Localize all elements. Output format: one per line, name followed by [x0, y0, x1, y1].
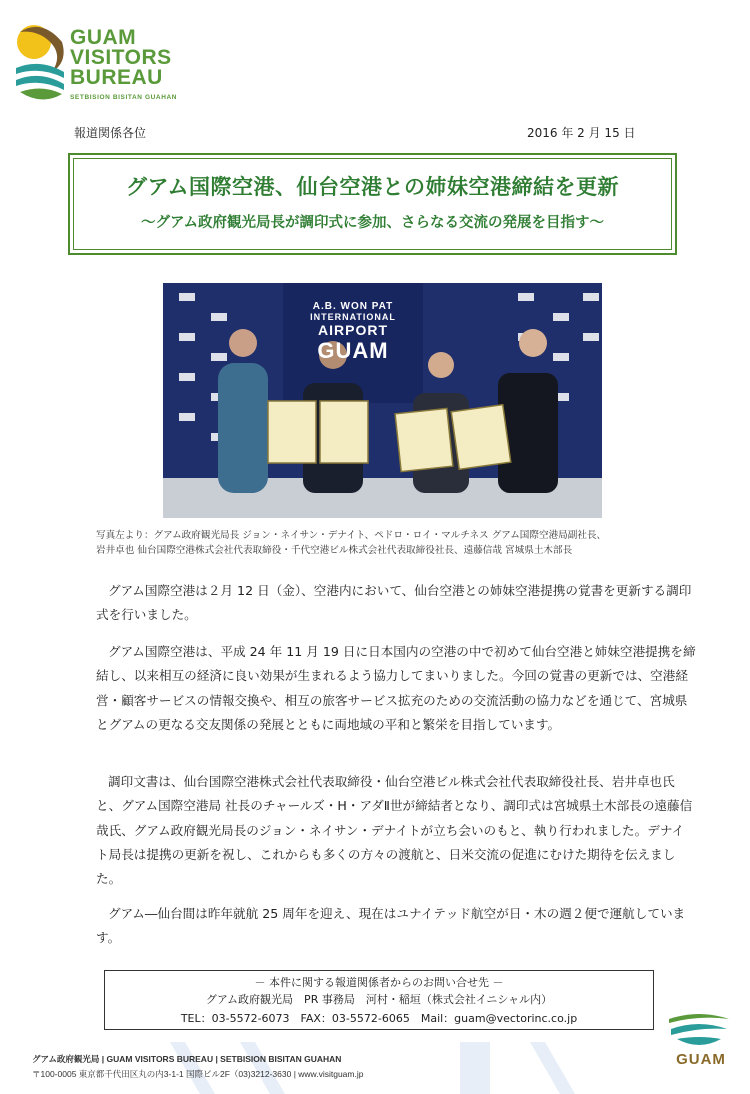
release-date: 2016 年 2 月 15 日: [527, 126, 636, 140]
gvb-logo-mark-icon: [12, 22, 72, 106]
logo-wordmark: GUAM VISITORS BUREAU: [70, 26, 172, 89]
guam-footer-logo: [663, 1005, 735, 1075]
photo-banner-text: A.B. WON PAT INTERNATIONAL AIRPORT GUAM: [310, 301, 396, 363]
footer-address-line: 〒100-0005 東京都千代田区丸の内3-1-1 国際ビル2F（03)3212-3630 | www.visitguam.jp: [32, 1069, 364, 1079]
title-box: [68, 153, 677, 255]
guam-wave-icon: [663, 1005, 735, 1055]
subheadline: ～グアム政府観光局長が調印式に参加、さらなる交流の発展を目指す～: [141, 215, 604, 231]
contact-details: TEL：03-5572-6073 FAX：03-5572-6065 Mail：guam@vectorinc.co.jp: [180, 1012, 578, 1025]
guam-footer-logo-text: GUAM: [676, 1051, 726, 1068]
body-paragraph-1: グアム国際空港は２月 12 日（金）、空港内において、仙台空港との姉妹空港提携の覚書を更新する調印式を行いました。: [96, 583, 692, 623]
contact-heading: － 本件に関する報道関係者からのお問い合せ先 －: [254, 976, 504, 989]
signing-ceremony-photo: [163, 283, 602, 518]
recipient-label: 報道関係各位: [74, 126, 147, 140]
body-paragraph-2: グアム国際空港は、平成 24 年 11 月 19 日に日本国内の空港の中で初めて仙台空港と姉妹空港提携を締結し、以来相互の経済に良い効果が生まれるよう協力してまいりました。今回の覚書の更新では、空港経営・顧客サービスの情報交換や、相互の旅客サービス拡充のための交流活動の協力などを通じて、宮城県とグアムの更なる交友関係の発展とともに両地域の平和と繁栄を目指しています。: [96, 644, 696, 732]
gvb-logo: [12, 22, 202, 106]
body-paragraph-4: グアム―仙台間は昨年就航 25 周年を迎え、現在はユナイテッド航空が日・木の週２便で運航しています。: [96, 906, 686, 946]
footer-org-line: グアム政府観光局 | GUAM VISITORS BUREAU | SETBISION BISITAN GUAHAN: [32, 1054, 342, 1064]
contact-org: グアム政府観光局 PR 事務局 河村・稲垣（株式会社イニシャル内）: [205, 993, 553, 1006]
logo-tagline: SETBISION BISITAN GUAHAN: [70, 94, 178, 101]
headline: グアム国際空港、仙台空港との姉妹空港締結を更新: [125, 175, 620, 199]
photo-caption: 写真左より：グアム政府観光局長 ジョン・ネイサン・デナイト、ペドロ・ロイ・マルチネス グアム国際空港局副社長、 岩井卓也 仙台国際空港株式会社代表取締役・千代空港ビル株式会社代表取締役社長、遠藤信哉 宮城県土木部長: [96, 530, 607, 556]
body-paragraph-3: 調印文書は、仙台国際空港株式会社代表取締役・仙台空港ビル株式会社代表取締役社長、岩井卓也氏と、グアム国際空港局 社長のチャールズ・H・アダⅡ世が締結者となり、調印式は宮城県土木部長の遠藤信哉氏、グアム政府観光局長のジョン・ネイサン・デナイトが立ち会いのもと、執り行われました。デナイト局長は提携の更新を祝し、これからも多くの方々の渡航と、日米交流の促進にむけた期待を伝えました。: [96, 774, 693, 887]
